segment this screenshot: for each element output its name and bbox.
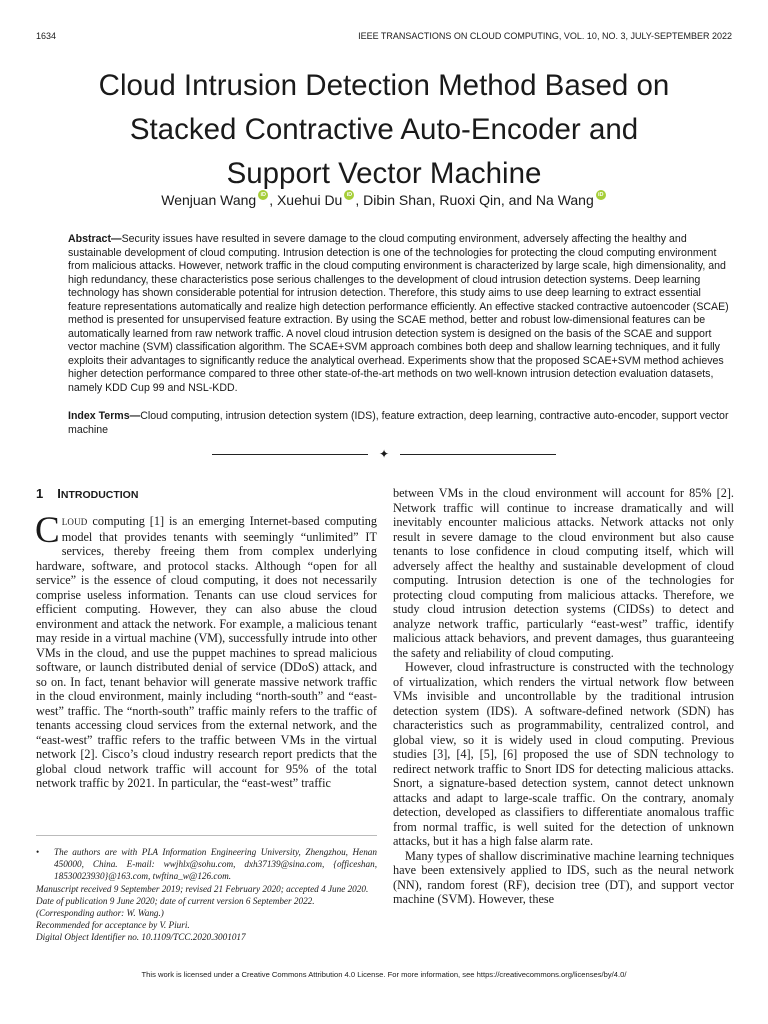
title-line: Support Vector Machine — [226, 157, 542, 190]
index-terms-text: Cloud computing, intrusion detection system (IDS), feature extraction, deep learning, contractive auto-encoder, support vector machine — [68, 410, 729, 436]
doi[interactable]: Digital Object Identifier no. 10.1109/TCC.2020.3001017 — [36, 932, 246, 942]
orcid-icon[interactable] — [596, 190, 606, 200]
lead-small-caps: LOUD — [61, 517, 88, 527]
affiliation-text: The authors are with PLA Information Engineering University, Zhengzhou, Henan 450000, China. E-mail: wwjhlx@sohu.com, dxh37139@sina.com, {officeshan, 18530023930}@163.com, twftina_w@126.com. — [54, 847, 377, 881]
section-heading — [36, 486, 377, 503]
section-separator — [212, 448, 556, 462]
title-line: Stacked Contractive Auto-Encoder and — [129, 113, 639, 146]
orcid-icon[interactable] — [344, 190, 354, 200]
affiliation-footnote — [36, 846, 377, 882]
license-notice: This work is licensed under a Creative Commons Attribution 4.0 License. For more information, see https://creativecommons.org/licenses/by/4.0/ — [141, 970, 627, 979]
footnote-rule — [36, 835, 377, 836]
manuscript-info — [36, 883, 377, 943]
page-number: 1634 — [36, 31, 57, 41]
title-line: Cloud Intrusion Detection Method Based on — [98, 69, 670, 102]
orcid-icon[interactable] — [258, 190, 268, 200]
drop-cap: C — [35, 510, 60, 551]
section-title-rest: NTRODUCTION — [60, 489, 139, 501]
index-terms-label: Index Terms — [68, 410, 130, 422]
corresponding-author: (Corresponding author: W. Wang.) — [36, 908, 164, 918]
right-column — [393, 486, 734, 907]
journal-header: IEEE TRANSACTIONS ON CLOUD COMPUTING, VOL. 10, NO. 3, JULY-SEPTEMBER 2022 — [358, 31, 732, 41]
abstract-label: Abstract — [68, 233, 111, 245]
received-dates: Manuscript received 9 September 2019; revised 21 February 2020; accepted 4 June 2020. Date of publication 9 June 2020; date of current version 6 September 2022. — [36, 884, 369, 906]
em-dash: — — [129, 410, 141, 422]
author-name: Xuehui Du — [276, 192, 343, 208]
body-paragraph: between VMs in the cloud environment will account for 85% [2]. Network traffic will continue to increase dramatically and will inevitably encounter malicious attacks. Network attacks not only result in severe damage to the cloud environment but also cause tenants to lose confidence in cloud computing itself, which will adversely affect the healthy and sustainable development of cloud computing. Intrusion detection is one of the technologies for protecting cloud computing from malicious attacks. Therefore, we study cloud intrusion detection systems (CIDSs) to detect and analyze network traffic, particularly “east-west” traffic, identify malicious attack behaviors, and prevent damages, thus guaranteeing the safety and reliability of cloud computing. — [393, 486, 734, 660]
author-list — [40, 190, 728, 210]
separator-line — [212, 454, 368, 455]
body-paragraph: Many types of shallow discriminative machine learning techniques have been extensively applied to IDS, such as the neural network (NN), random forest (RF), decision tree (DT), and support vector machine (SVM). However, these — [393, 848, 734, 906]
body-paragraph — [35, 510, 377, 791]
recommended-by: Recommended for acceptance by V. Piuri. — [36, 920, 190, 930]
bullet-icon: • — [36, 847, 40, 857]
paragraph-text: computing [1] is an emerging Internet-based computing model that provides tenants with seemingly “unlimited” IT services, thereby freeing them from complex underlying hardware, software, and protocol stacks. Although “open for all service” is the essence of cloud computing, it does not necessarily comprise useless information. Tenants can use cloud services for efficient computing. However, they can also abuse the cloud environment and attack the network. For example, a malicious tenant may reside in a virtual machine (VM), successfully intrude into other VMs in the cloud, and use the puppet machines to spread malicious software, or launch distributed denial of service (DDoS) attack, and so on. In fact, tenant behavior will generate massive network traffic in the cloud environment, mainly including “north-south” and “east-west” traffic. The “north-south” traffic mainly refers to the traffic of tenants accessing cloud services from the external network, and the “east-west” traffic refers to the traffic between VMs in the virtual network [2]. Cisco’s cloud industry research report predicts that the global cloud network traffic will account for 95% of the total network traffic by 2021. In particular, the “east-west” traffic — [36, 514, 377, 790]
index-terms — [68, 410, 734, 437]
abstract-text: Security issues have resulted in severe damage to the cloud computing environment, adversely affecting the healthy and sustainable development of cloud computing. Intrusion detection is one of the technologies for protecting the cloud computing environment from malicious attacks. However, network traffic in the cloud computing environment is characterized by large scale, high dimensionality, and high redundancy, these characteristics pose serious challenges to the development of cloud intrusion detection systems. Deep learning technology has shown considerable potential for intrusion detection. Therefore, this study aims to use deep learning to extract essential feature representations automatically and realize high detection performance efficiently. An effective stacked contractive autoencoder (SCAE) method is presented for unsupervised feature extraction. By using the SCAE method, better and robust low-dimensional features can be automatically learned from raw network traffic. A novel cloud intrusion detection system is designed on the basis of the SCAE and support vector machine (SVM) classification algorithm. The SCAE+SVM approach combines both deep and shallow learning techniques, and it fully exploits their advantages to significantly reduce the analytical overhead. Experiments show that the proposed SCAE+SVM method achieves higher detection performance compared to three other state-of-the-art methods on two well-known intrusion detection evaluation datasets, namely KDD Cup 99 and NSL-KDD. — [68, 233, 729, 394]
section-title-initial: I — [57, 486, 61, 501]
section-number: 1 — [36, 486, 44, 501]
separator-line — [400, 454, 556, 455]
body-paragraph: However, cloud infrastructure is constructed with the technology of virtualization, which renders the virtual network flow between VMs invisible and uncontrollable by the traditional intrusion detection system (IDS). A software-defined network (SDN) has characteristics such as programmability, centralized control, and global view, so it is widely used in cloud computing. Previous studies [3], [4], [5], [6] proposed the use of SDN technology to redirect network traffic to Snort IDS for detecting malicious attacks. Snort, a signature-based detection system, cannot detect unknown attacks and adapt to large-scale traffic. On the contrary, anomaly detection, developed as classifiers to differentiate anomalous traffic from normal traffic, is well suited for the detection of unknown attacks, but it has a high false alarm rate. — [393, 660, 734, 848]
em-dash: — — [110, 233, 122, 245]
diamond-icon: ✦ — [378, 447, 390, 461]
author-separator: , — [269, 192, 277, 208]
paper-title — [40, 64, 728, 196]
running-head — [36, 31, 732, 45]
left-column — [36, 486, 377, 791]
author-name: Wenjuan Wang — [161, 192, 257, 208]
author-names-rest: , Dibin Shan, Ruoxi Qin, and Na Wang — [355, 192, 594, 208]
abstract — [68, 233, 734, 395]
